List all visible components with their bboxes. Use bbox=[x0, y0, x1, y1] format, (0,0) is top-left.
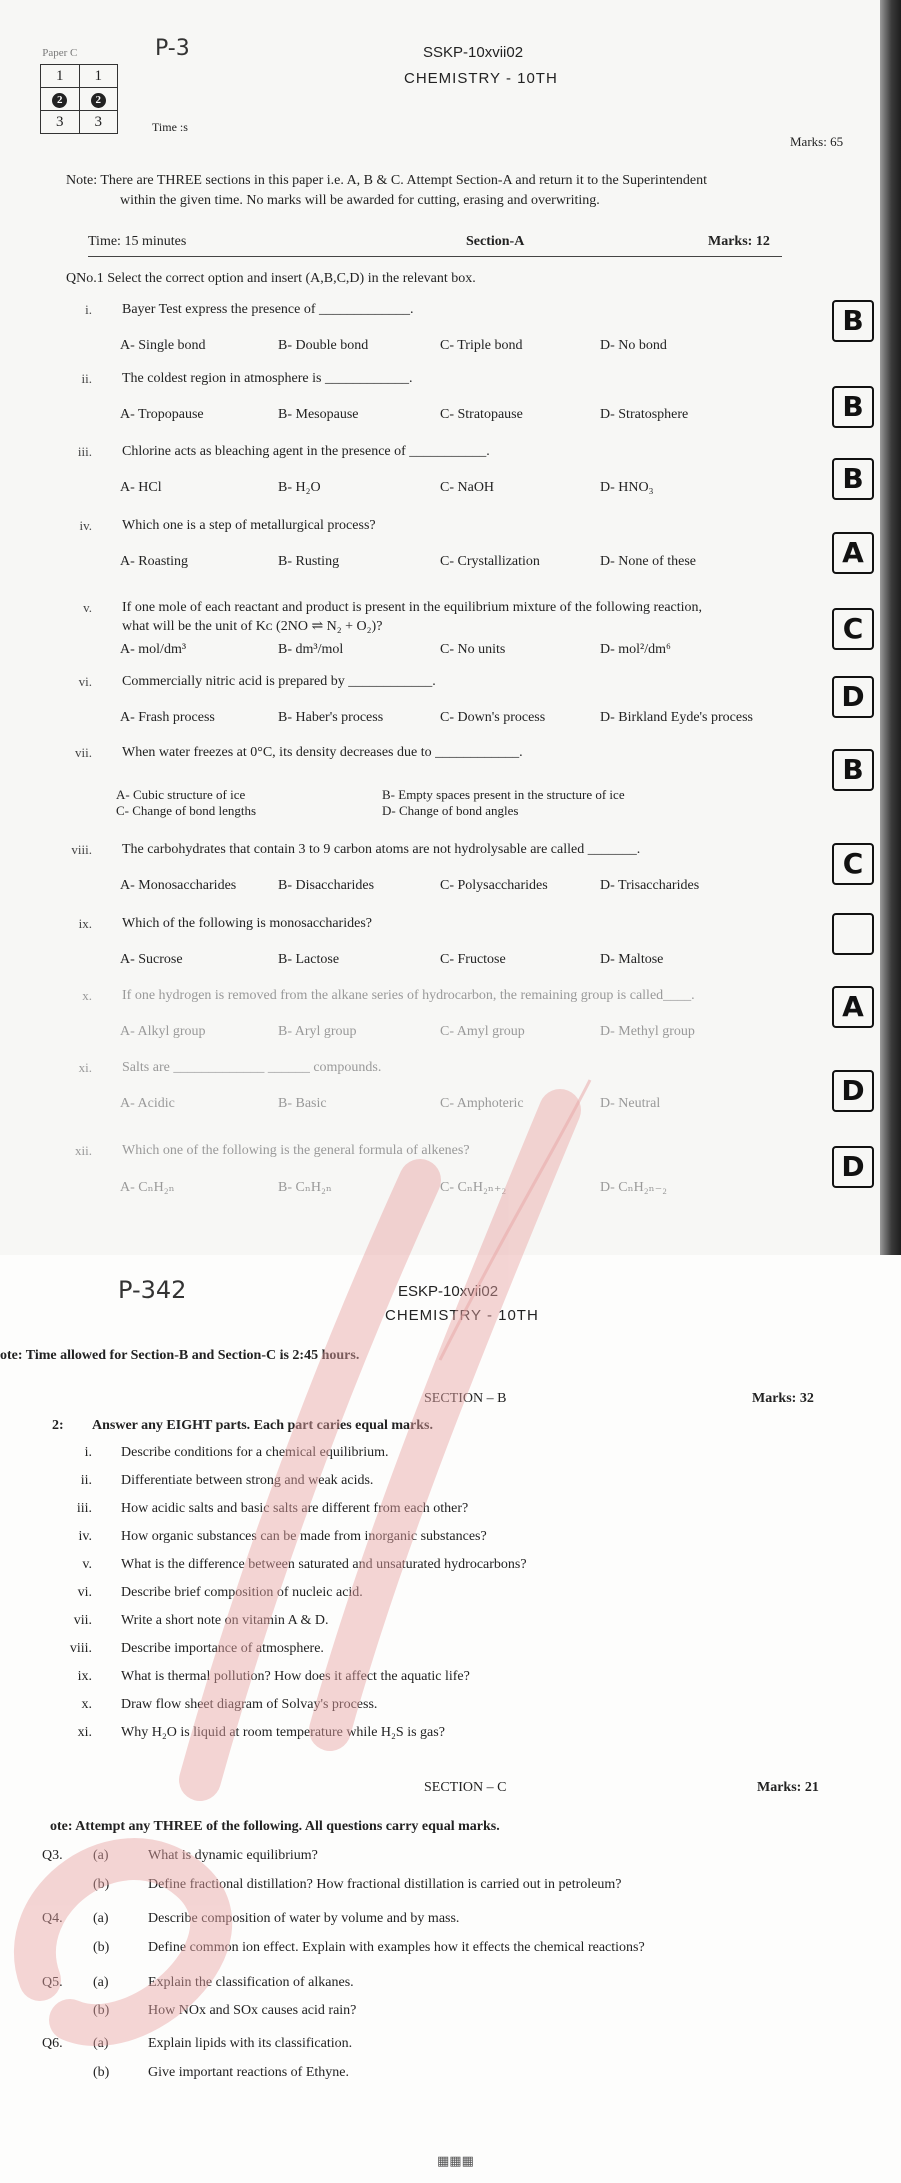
answer-box[interactable]: D bbox=[832, 676, 874, 718]
mcq-number: xii. bbox=[75, 1143, 92, 1158]
mcq-option: D- mol²/dm⁶ bbox=[600, 642, 671, 657]
mcq-option: A- CₙH₂ₙ bbox=[120, 1180, 175, 1195]
section-b-question: How acidic salts and basic salts are different from each other? bbox=[121, 1501, 469, 1516]
mcq-option: A- Roasting bbox=[120, 554, 189, 569]
mcq-stem: When water freezes at 0°C, its density decreases due to ____________. bbox=[122, 745, 523, 760]
section-c-part: (a) bbox=[93, 2036, 109, 2051]
section-b-title: SECTION – B bbox=[424, 1391, 507, 1406]
mcq-number: v. bbox=[83, 600, 92, 615]
grid-cell-circled: 2 bbox=[52, 93, 67, 108]
mcq-option: C- No units bbox=[440, 642, 506, 657]
footer-mark: ▦▦▦ bbox=[437, 2153, 474, 2168]
mcq-stem: The coldest region in atmosphere is ____________. bbox=[122, 371, 413, 386]
mcq-option: C- Polysaccharides bbox=[440, 878, 548, 893]
grid-cell-circled: 2 bbox=[91, 93, 106, 108]
q2-instruction: Answer any EIGHT parts. Each part caries equal marks. bbox=[92, 1418, 433, 1433]
time-note: ote: Time allowed for Section-B and Section-C is 2:45 hours. bbox=[0, 1348, 360, 1363]
mcq-option: C- Change of bond lengths bbox=[116, 803, 257, 818]
section-b-number: iii. bbox=[76, 1501, 92, 1516]
section-b-question: Describe brief composition of nucleic acid. bbox=[121, 1585, 363, 1600]
mcq-option: D- None of these bbox=[600, 554, 697, 569]
answer-box[interactable]: B bbox=[832, 300, 874, 342]
mcq-number: viii. bbox=[71, 842, 92, 857]
section-c-title: SECTION – C bbox=[424, 1780, 507, 1795]
section-c-part: (a) bbox=[93, 1911, 109, 1926]
answer-box[interactable]: B bbox=[832, 458, 874, 500]
section-c-part: (a) bbox=[93, 1848, 109, 1863]
mcq-option: A- mol/dm³ bbox=[120, 642, 187, 657]
section-c-question: Explain the classification of alkanes. bbox=[148, 1975, 354, 1990]
mcq-option: C- Down's process bbox=[440, 710, 546, 725]
section-b-question: How organic substances can be made from inorganic substances? bbox=[121, 1529, 487, 1544]
mcq-option: B- Lactose bbox=[278, 952, 340, 967]
answer-box[interactable]: A bbox=[832, 532, 874, 574]
mcq-stem: Which one is a step of metallurgical process? bbox=[122, 518, 376, 533]
mcq-stem-continued: what will be the unit of Kᴄ (2NO ⇌ N₂ + O₂)? bbox=[122, 619, 383, 634]
grid-header-cell: Paper C bbox=[41, 42, 80, 65]
section-c-part: (b) bbox=[93, 2065, 110, 2080]
mcq-option: B- dm³/mol bbox=[278, 642, 344, 657]
section-b-question: Why H₂O is liquid at room temperature while H₂S is gas? bbox=[121, 1725, 445, 1740]
answer-box[interactable] bbox=[832, 913, 874, 955]
mcq-option: A- Alkyl group bbox=[120, 1024, 206, 1039]
section-c-part: (b) bbox=[93, 1940, 110, 1955]
mcq-option: C- Stratopause bbox=[440, 407, 523, 422]
mcq-option: C- NaOH bbox=[440, 480, 495, 495]
mcq-option: C- CₙH₂ₙ₊₂ bbox=[440, 1180, 507, 1195]
handwritten-paper-ref: P-342 bbox=[118, 1276, 187, 1304]
total-marks: Marks: 65 bbox=[790, 134, 844, 149]
mcq-option: D- CₙH₂ₙ₋₂ bbox=[600, 1180, 667, 1195]
paper-code: ESKP-10xvii02 bbox=[398, 1283, 499, 1300]
mcq-number: xi. bbox=[78, 1060, 92, 1075]
note-line: Note: There are THREE sections in this paper i.e. A, B & C. Attempt Section-A and return it to the Superintendent bbox=[66, 173, 708, 188]
grid-cell: 3 bbox=[79, 111, 117, 134]
answer-box[interactable]: B bbox=[832, 749, 874, 791]
grid-cell: 1 bbox=[79, 65, 117, 88]
section-c-part: (a) bbox=[93, 1975, 109, 1990]
mcq-option: C- Triple bond bbox=[440, 338, 523, 353]
section-b-question: Draw flow sheet diagram of Solvay's process. bbox=[121, 1697, 378, 1712]
section-b-marks: Marks: 32 bbox=[752, 1391, 814, 1406]
mcq-option: A- HCl bbox=[120, 480, 162, 495]
mcq-option: C- Crystallization bbox=[440, 554, 540, 569]
section-b-question: What is thermal pollution? How does it affect the aquatic life? bbox=[121, 1669, 470, 1684]
subject-title: CHEMISTRY - 10TH bbox=[385, 1307, 539, 1324]
mcq-stem: Chlorine acts as bleaching agent in the presence of ___________. bbox=[122, 444, 490, 459]
section-c-question: Give important reactions of Ethyne. bbox=[148, 2065, 349, 2080]
mcq-option: A- Tropopause bbox=[120, 407, 204, 422]
answer-box[interactable]: D bbox=[832, 1070, 874, 1112]
mcq-option: A- Acidic bbox=[120, 1096, 175, 1111]
mcq-option: B- Basic bbox=[278, 1096, 327, 1111]
mcq-stem: Commercially nitric acid is prepared by ____________. bbox=[122, 674, 436, 689]
section-b-question: Describe conditions for a chemical equilibrium. bbox=[121, 1445, 389, 1460]
mcq-option: B- CₙH₂ₙ bbox=[278, 1180, 332, 1195]
mcq-option: B- Disaccharides bbox=[278, 878, 375, 893]
section-b-question: What is the difference between saturated and unsaturated hydrocarbons? bbox=[121, 1557, 527, 1572]
mcq-option: B- Double bond bbox=[278, 338, 369, 353]
mcq-number: x. bbox=[82, 988, 92, 1003]
mcq-stem: The carbohydrates that contain 3 to 9 carbon atoms are not hydrolysable are called _______. bbox=[122, 842, 641, 857]
mcq-option: B- Rusting bbox=[278, 554, 340, 569]
mcq-number: i. bbox=[85, 302, 92, 317]
section-c-qnum: Q5. bbox=[42, 1975, 63, 1990]
subject-title: CHEMISTRY - 10TH bbox=[404, 70, 558, 87]
section-a-title: Section-A bbox=[466, 234, 525, 249]
mcq-option: D- Maltose bbox=[600, 952, 664, 967]
mcq-stem: Salts are _____________ ______ compounds. bbox=[122, 1060, 382, 1075]
mcq-option: D- No bond bbox=[600, 338, 667, 353]
mcq-number: iii. bbox=[77, 444, 92, 459]
section-b-question: Differentiate between strong and weak acids. bbox=[121, 1473, 374, 1488]
mcq-option: D- Trisaccharides bbox=[600, 878, 700, 893]
section-c-qnum: Q6. bbox=[42, 2036, 63, 2051]
mcq-option: C- Amyl group bbox=[440, 1024, 525, 1039]
note-line: within the given time. No marks will be awarded for cutting, erasing and overwriting. bbox=[120, 193, 600, 208]
mcq-option: A- Frash process bbox=[120, 710, 215, 725]
section-b-number: i. bbox=[84, 1445, 92, 1460]
mcq-option: B- H₂O bbox=[278, 480, 321, 495]
handwritten-paper-ref: P-3 bbox=[155, 36, 190, 61]
section-c-question: What is dynamic equilibrium? bbox=[148, 1848, 318, 1863]
mcq-number: ix. bbox=[78, 916, 92, 931]
mcq-stem: Bayer Test express the presence of _____________. bbox=[122, 302, 414, 317]
section-a-header bbox=[88, 232, 782, 257]
mcq-stem: If one hydrogen is removed from the alkane series of hydrocarbon, the remaining group is called____. bbox=[122, 988, 695, 1003]
scan-edge bbox=[880, 0, 901, 1255]
q2-label: 2: bbox=[52, 1418, 64, 1433]
paper-code: SSKP-10xvii02 bbox=[423, 44, 524, 61]
mcq-option: B- Haber's process bbox=[278, 710, 384, 725]
mcq-number: vi. bbox=[78, 674, 92, 689]
section-c-question: Describe composition of water by volume and by mass. bbox=[148, 1911, 460, 1926]
section-c-question: Define common ion effect. Explain with examples how it effects the chemical reactions? bbox=[148, 1940, 645, 1955]
mcq-option: A- Monosaccharides bbox=[120, 878, 237, 893]
section-b-number: vii. bbox=[73, 1613, 92, 1628]
mcq-option: D- Stratosphere bbox=[600, 407, 689, 422]
section-b-number: vi. bbox=[77, 1585, 92, 1600]
answer-box[interactable]: A bbox=[832, 986, 874, 1028]
section-c-qnum: Q3. bbox=[42, 1848, 63, 1863]
section-b-number: ii. bbox=[80, 1473, 92, 1488]
section-b-number: x. bbox=[81, 1697, 92, 1712]
mcq-option: C- Fructose bbox=[440, 952, 506, 967]
section-b-number: v. bbox=[82, 1557, 92, 1572]
section-c-question: Explain lipids with its classification. bbox=[148, 2036, 353, 2051]
q1-instruction: QNo.1 Select the correct option and insert (A,B,C,D) in the relevant box. bbox=[66, 271, 476, 286]
question-paper-page bbox=[0, 1255, 901, 2183]
mcq-option: D- Methyl group bbox=[600, 1024, 695, 1039]
section-a-marks: Marks: 12 bbox=[708, 234, 770, 249]
mcq-option: D- Change of bond angles bbox=[382, 803, 519, 818]
mcq-option: A- Cubic structure of ice bbox=[116, 787, 246, 802]
section-c-note: ote: Attempt any THREE of the following. All questions carry equal marks. bbox=[50, 1819, 500, 1834]
mcq-option: B- Mesopause bbox=[278, 407, 359, 422]
mcq-option: D- Neutral bbox=[600, 1096, 661, 1111]
mcq-option: A- Single bond bbox=[120, 338, 206, 353]
answer-box[interactable]: B bbox=[832, 386, 874, 428]
section-c-part: (b) bbox=[93, 2003, 110, 2018]
answer-box[interactable]: D bbox=[832, 1146, 874, 1188]
mcq-option: D- HNO₃ bbox=[600, 480, 654, 495]
section-b-number: viii. bbox=[69, 1641, 92, 1656]
mcq-stem: Which one of the following is the general formula of alkenes? bbox=[122, 1143, 470, 1158]
section-c-part: (b) bbox=[93, 1877, 110, 1892]
mcq-stem: If one mole of each reactant and product is present in the equilibrium mixture of the following reaction, bbox=[122, 600, 703, 615]
grid-cell bbox=[41, 88, 80, 111]
section-c-question: How NOx and SOx causes acid rain? bbox=[148, 2003, 357, 2018]
section-c-qnum: Q4. bbox=[42, 1911, 63, 1926]
section-b-number: xi. bbox=[77, 1725, 92, 1740]
paper-code-grid bbox=[40, 42, 118, 134]
section-c-marks: Marks: 21 bbox=[757, 1780, 819, 1795]
answer-box[interactable]: C bbox=[832, 843, 874, 885]
grid-cell: 1 bbox=[41, 65, 80, 88]
section-b-number: ix. bbox=[77, 1669, 92, 1684]
mcq-option: B- Empty spaces present in the structure of ice bbox=[382, 787, 625, 802]
mcq-option: D- Birkland Eyde's process bbox=[600, 710, 753, 725]
mcq-number: iv. bbox=[79, 518, 92, 533]
mcq-option: C- Amphoteric bbox=[440, 1096, 524, 1111]
mcq-option: B- Aryl group bbox=[278, 1024, 357, 1039]
section-b-question: Write a short note on vitamin A & D. bbox=[121, 1613, 329, 1628]
grid-cell: 3 bbox=[41, 111, 80, 134]
mcq-number: vii. bbox=[75, 745, 92, 760]
section-b-question: Describe importance of atmosphere. bbox=[121, 1641, 324, 1656]
mcq-stem: Which of the following is monosaccharides? bbox=[122, 916, 372, 931]
section-b-number: iv. bbox=[78, 1529, 92, 1544]
section-a-time: Time: 15 minutes bbox=[88, 234, 187, 249]
grid-cell bbox=[79, 88, 117, 111]
mcq-number: ii. bbox=[81, 371, 92, 386]
grid-header-cell bbox=[79, 42, 117, 65]
time-label: Time :s bbox=[152, 120, 188, 134]
section-c-question: Define fractional distillation? How fractional distillation is carried out in petroleum? bbox=[148, 1877, 622, 1892]
mcq-option: A- Sucrose bbox=[120, 952, 183, 967]
answer-box[interactable]: C bbox=[832, 608, 874, 650]
